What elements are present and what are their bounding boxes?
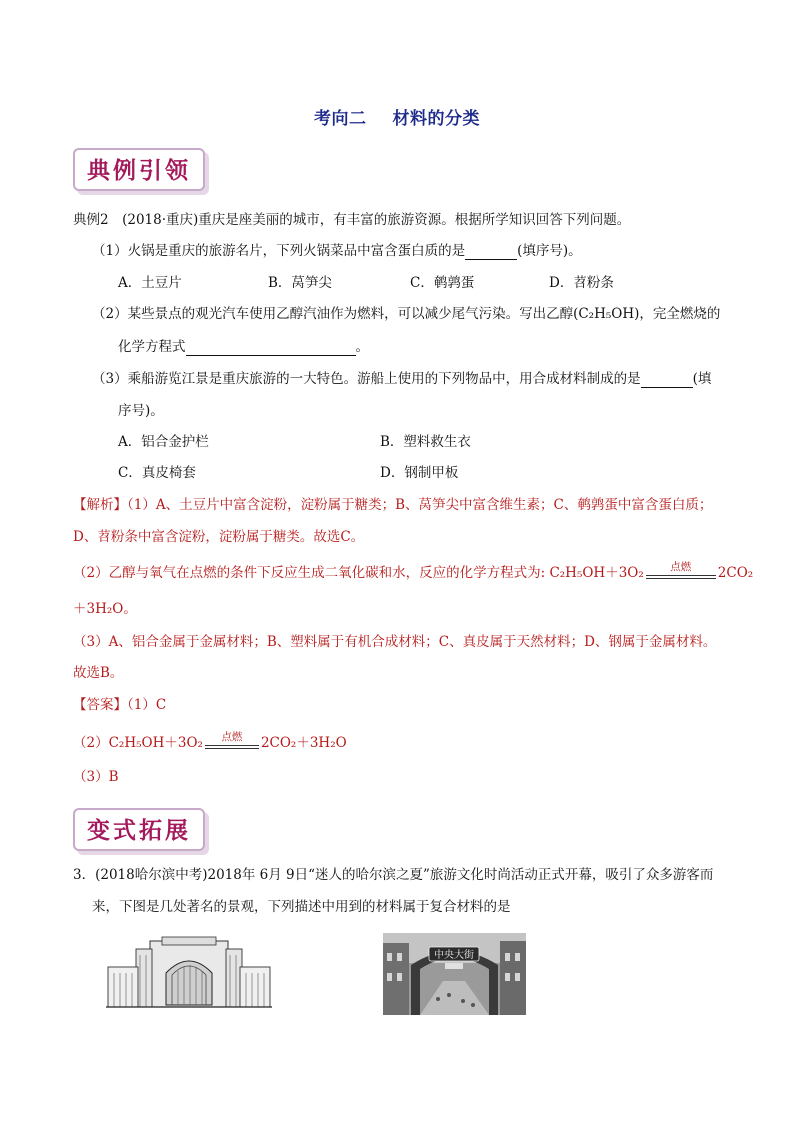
example-q3-line2: 序号)。 <box>118 403 164 419</box>
section-title-part2: 材料的分类 <box>392 109 480 129</box>
analysis-line-1: 【解析】（1）A、土豆片中富含淀粉，淀粉属于糖类；B、莴笋尖中富含维生素；C、鹌鹑蛋中富含蛋白质； <box>73 497 713 513</box>
analysis-line-4: ＋3H₂O。 <box>73 601 137 617</box>
example-q2-line2: 化学方程式 。 <box>118 339 369 355</box>
answer-blank-2[interactable] <box>641 373 693 388</box>
analysis-line-3: （2）乙醇与氧气在点燃的条件下反应生成二氧化碳和水，反应的化学方程式为: C₂H₅OH＋3O₂ 点燃 2CO₂ <box>73 560 754 581</box>
section-title <box>0 104 794 129</box>
q1-option-d: D．苕粉条 <box>549 275 614 291</box>
arch-sign-text: 中央大街 <box>434 950 474 961</box>
q1-option-b: B．莴笋尖 <box>268 275 332 291</box>
building-image <box>106 935 272 1013</box>
q3-option-c: C．真皮椅套 <box>118 465 196 481</box>
q3-option-a: A．铝合金护栏 <box>118 434 209 450</box>
answer-line-2: （2）C₂H₅OH＋3O₂ 点燃 2CO₂＋3H₂O <box>73 730 347 751</box>
answer-line-3: （3）B <box>73 769 119 785</box>
q3-option-b: B．塑料救生衣 <box>380 434 471 450</box>
equation-blank[interactable] <box>186 341 356 356</box>
analysis-line-5: （3）A、铝合金属于金属材料；B、塑料属于有机合成材料；C、真皮属于天然材料；D、钢属于金属材料。 <box>73 634 717 650</box>
analysis-line-6: 故选B。 <box>73 665 124 681</box>
section-title-part1: 考向二 <box>314 109 367 129</box>
variation-banner: 变式拓展 <box>73 808 205 851</box>
example-intro: 典例2 (2018·重庆)重庆是座美丽的城市，有丰富的旅游资源。根据所学知识回答下列问题。 <box>73 212 631 228</box>
question3-line1: 3．(2018哈尔滨中考)2018年 6月 9日“迷人的哈尔滨之夏”旅游文化时尚活动正式开幕，吸引了众多游客而 <box>73 867 714 883</box>
example-banner: 典例引领 <box>73 148 205 191</box>
q1-option-c: C．鹌鹑蛋 <box>410 275 475 291</box>
analysis-line-2: D、苕粉条中富含淀粉，淀粉属于糖类。故选C。 <box>73 529 365 545</box>
question3-line2: 来，下图是几处著名的景观，下列描述中用到的材料属于复合材料的是 <box>92 899 511 915</box>
answer-blank[interactable] <box>465 245 517 260</box>
example-q3-line1: （3）乘船游览江景是重庆旅游的一大特色。游船上使用的下列物品中，用合成材料制成的是 (填 <box>92 371 712 387</box>
example-q1: （1）火锅是重庆的旅游名片，下列火锅菜品中富含蛋白质的是 (填序号)。 <box>92 243 582 259</box>
example-q2-line1: （2）某些景点的观光汽车使用乙醇汽油作为燃料，可以减少尾气污染。写出乙醇(C₂H₅OH)，完全燃烧的 <box>92 306 721 322</box>
q3-option-d: D．钢制甲板 <box>380 465 459 481</box>
answer-label: 【答案】 <box>73 697 127 713</box>
street-arch-image <box>383 933 526 1015</box>
q1-option-a: A．土豆片 <box>118 275 182 291</box>
analysis-label: 【解析】 <box>73 497 127 513</box>
answer-line-1: 【答案】（1）C <box>73 697 167 713</box>
